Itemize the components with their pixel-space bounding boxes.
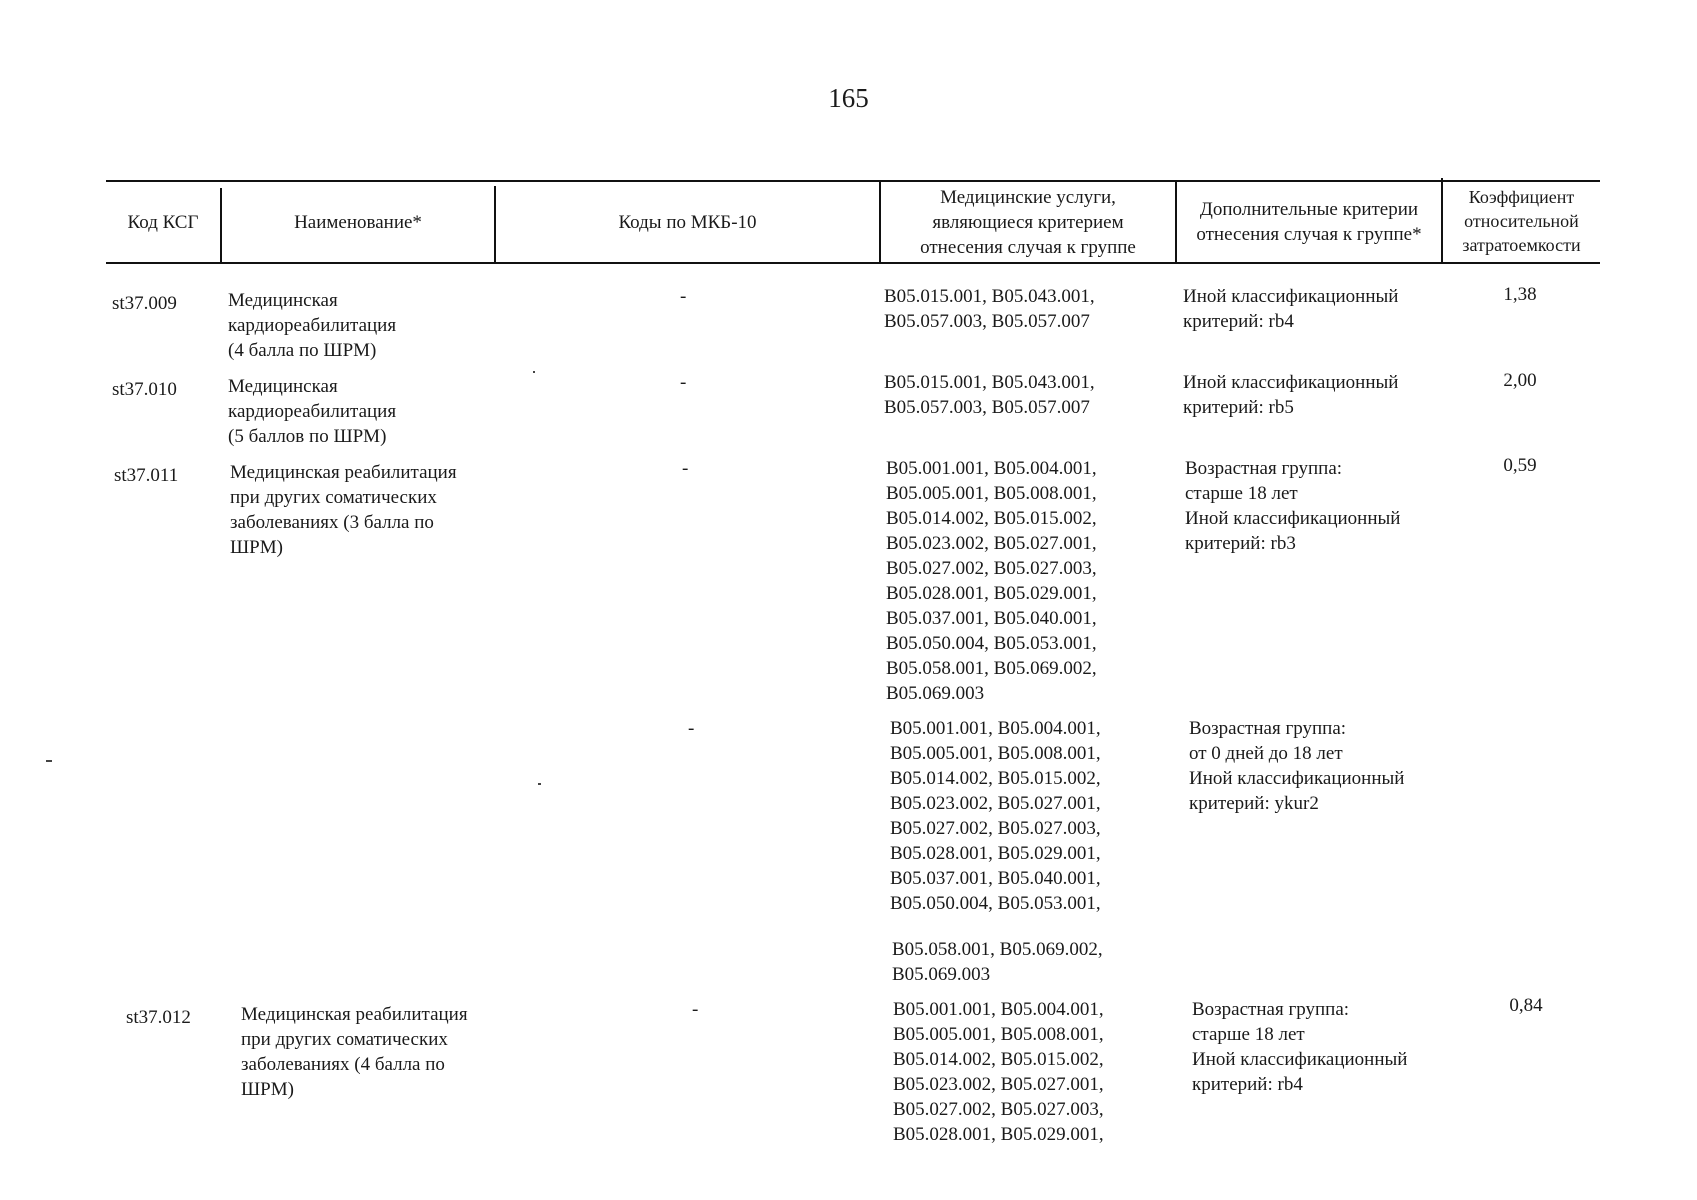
row-icd: -: [680, 286, 687, 307]
row-name: Медицинская реабилитация при других соматических заболеваниях (4 балла по ШРМ): [241, 1004, 468, 1100]
header-criteria: Дополнительные критерии отнесения случая к группе*: [1196, 199, 1422, 245]
row-criteria: Возрастная группа: старше 18 лет Иной классификационный критерий: rb4: [1192, 999, 1408, 1095]
row-icd: -: [692, 999, 699, 1020]
header-icd: Коды по МКБ-10: [618, 211, 757, 233]
scan-speck: [538, 783, 541, 785]
row-name: Медицинская кардиореабилитация (4 балла по ШРМ): [228, 290, 397, 361]
page-number: 165: [828, 83, 869, 113]
row-coef: 0,84: [1509, 995, 1543, 1016]
row-coef: 1,38: [1503, 284, 1537, 305]
row-code: st37.010: [112, 379, 177, 400]
row-name: Медицинская кардиореабилитация (5 баллов по ШРМ): [228, 376, 397, 447]
row-coef: 0,59: [1503, 455, 1537, 476]
row-icd: -: [680, 372, 687, 393]
row-criteria: Иной классификационный критерий: rb5: [1183, 372, 1399, 418]
row-coef: 2,00: [1503, 370, 1537, 391]
row-services: B05.001.001, B05.004.001, B05.005.001, B05.008.001, B05.014.002, B05.015.002, B05.023.002, B05.027.001, B05.027.002, B05.027.003, B05.028.001, B05.029.001,: [893, 999, 1104, 1145]
scan-speck: [533, 371, 535, 373]
row-criteria: Иной классификационный критерий: rb4: [1183, 286, 1399, 332]
row-code: st37.009: [112, 293, 177, 314]
row-services: B05.001.001, B05.004.001, B05.005.001, B05.008.001, B05.014.002, B05.015.002, B05.023.002, B05.027.001, B05.027.002, B05.027.003, B05.028.001, B05.029.001, B05.037.001, B05.040.001, B05.050.004, B05.053.001,: [890, 718, 1101, 914]
row-criteria: Возрастная группа: от 0 дней до 18 лет Иной классификационный критерий: ykur2: [1189, 718, 1405, 814]
scan-speck: [46, 760, 52, 762]
header-coef: Коэффициент относительной затратоемкости: [1462, 187, 1581, 255]
header-code: Код КСГ: [127, 211, 199, 233]
row-code: st37.012: [126, 1007, 191, 1028]
row-icd: -: [682, 458, 689, 479]
row-code: st37.011: [114, 465, 179, 486]
table-header-bottom-rule: [106, 262, 1600, 264]
row-services: B05.015.001, B05.043.001, B05.057.003, B05.057.007: [884, 372, 1095, 418]
header-name: Наименование*: [294, 211, 422, 233]
row-services: B05.001.001, B05.004.001, B05.005.001, B05.008.001, B05.014.002, B05.015.002, B05.023.002, B05.027.001, B05.027.002, B05.027.003, B05.028.001, B05.029.001, B05.037.001, B05.040.001, B05.050.004, B05.053.001, B05.058.001, B05.069.002, B05.069.003: [886, 458, 1097, 704]
row-services: B05.015.001, B05.043.001, B05.057.003, B05.057.007: [884, 286, 1095, 332]
row-name: Медицинская реабилитация при других соматических заболеваниях (3 балла по ШРМ): [230, 462, 457, 558]
header-services: Медицинские услуги, являющиеся критерием отнесения случая к группе: [920, 186, 1136, 258]
row-services-continued: B05.058.001, B05.069.002, B05.069.003: [892, 939, 1103, 985]
row-icd: -: [688, 718, 695, 739]
row-criteria: Возрастная группа: старше 18 лет Иной классификационный критерий: rb3: [1185, 458, 1401, 554]
